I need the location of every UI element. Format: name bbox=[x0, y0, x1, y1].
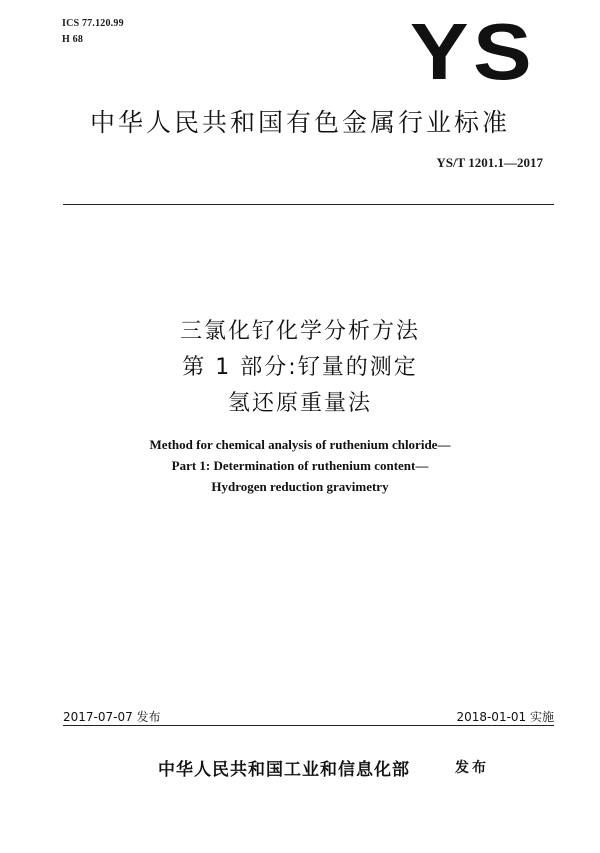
standard-category-title: 中华人民共和国有色金属行业标准 bbox=[89, 108, 510, 137]
top-divider bbox=[63, 204, 554, 205]
english-title-line-1: Method for chemical analysis of ruthenium chloride— bbox=[149, 437, 451, 452]
bottom-divider bbox=[63, 725, 554, 726]
chinese-title-line-1: 三氯化钌化学分析方法 bbox=[179, 319, 420, 344]
english-title-line-2: Part 1: Determination of ruthenium content— bbox=[171, 458, 429, 473]
chinese-title-line-3: 氢还原重量法 bbox=[227, 391, 372, 416]
issuing-authority: 中华人民共和国工业和信息化部 bbox=[158, 760, 410, 780]
standard-number: YS/T 1201.1—2017 bbox=[436, 155, 543, 170]
publish-date: 2017-07-07 发布 bbox=[63, 710, 161, 724]
english-title-line-3: Hydrogen reduction gravimetry bbox=[211, 479, 389, 494]
ics-code: ICS 77.120.99 bbox=[62, 18, 124, 29]
issue-label: 发布 bbox=[455, 760, 489, 776]
classification-code: H 68 bbox=[62, 34, 84, 45]
chinese-title-line-2: 第 1 部分:钌量的测定 bbox=[182, 355, 418, 380]
ys-logo: YS bbox=[409, 7, 537, 96]
implement-date: 2018-01-01 实施 bbox=[456, 710, 554, 724]
